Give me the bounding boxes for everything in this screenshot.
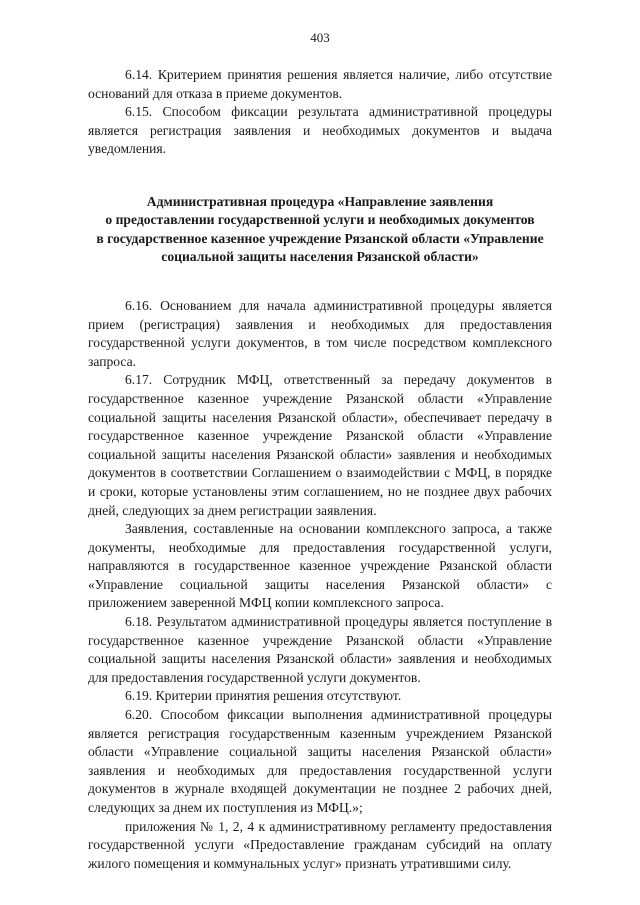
paragraph-6-19: 6.19. Критерии принятия решения отсутствуют. xyxy=(125,688,402,704)
document-body xyxy=(88,66,552,873)
heading-line: в государственное казенное учреждение Рязанской области «Управление xyxy=(96,230,544,246)
heading-line: Административная процедура «Направление заявления xyxy=(146,193,494,209)
paragraph-6-15: 6.15. Способом фиксации результата административной процедуры является регистрация заявления и необходимых документов и выдача уведомления. xyxy=(88,104,552,157)
paragraph-6-17: 6.17. Сотрудник МФЦ, ответственный за передачу документов в государственное казенное учреждение Рязанской области «Управление социальной защиты населения Рязанской области», обеспечивает передачу в государственное казенное учреждение Рязанской области «Управление социальной защиты населения Рязанской области» заявления и необходимых документов в соответствии Соглашением о взаимодействии с МФЦ, в порядке и сроки, которые установлены этим соглашением, но не позднее двух рабочих дней, следующих за днем регистрации заявления. xyxy=(88,372,552,518)
heading-line: социальной защиты населения Рязанской области» xyxy=(161,249,479,265)
paragraph-6-20: 6.20. Способом фиксации выполнения административной процедуры является регистрация государственным казенным учреждением Рязанской области «Управление социальной защиты населения Рязанской области» заявления и необходимых для предоставления государственной услуги документов в журнале входящей документации не позднее 2 рабочих дней, следующих за днем их поступления из МФЦ.»; xyxy=(88,707,552,815)
paragraph-appendices: приложения № 1, 2, 4 к административному регламенту предоставления государственной услуги «Предоставление гражданам субсидий на оплату жилого помещения и коммунальных услуг» признать утратившими силу. xyxy=(88,818,552,871)
paragraph-6-18: 6.18. Результатом административной процедуры является поступление в государственное казенное учреждение Рязанской области «Управление социальной защиты населения Рязанской области» заявления и необходимых для предоставления государственной услуги документов. xyxy=(88,614,552,685)
paragraph-6-14: 6.14. Критерием принятия решения является наличие, либо отсутствие оснований для отказа в приеме документов. xyxy=(88,67,552,101)
section-heading xyxy=(88,193,552,267)
page-number: 403 xyxy=(310,30,330,45)
paragraph-complex-request: Заявления, составленные на основании комплексного запроса, а также документы, необходимые для предоставления государственной услуги, направляются в государственное казенное учреждение Рязанской области «Управление социальной защиты населения Рязанской области» с приложением заверенной МФЦ копии комплексного запроса. xyxy=(88,521,552,611)
heading-line: о предоставлении государственной услуги и необходимых документов xyxy=(105,212,535,228)
paragraph-6-16: 6.16. Основанием для начала административной процедуры является прием (регистрация) заявления и необходимых для предоставления государственной услуги документов, в том числе посредством комплексного запроса. xyxy=(88,297,552,369)
